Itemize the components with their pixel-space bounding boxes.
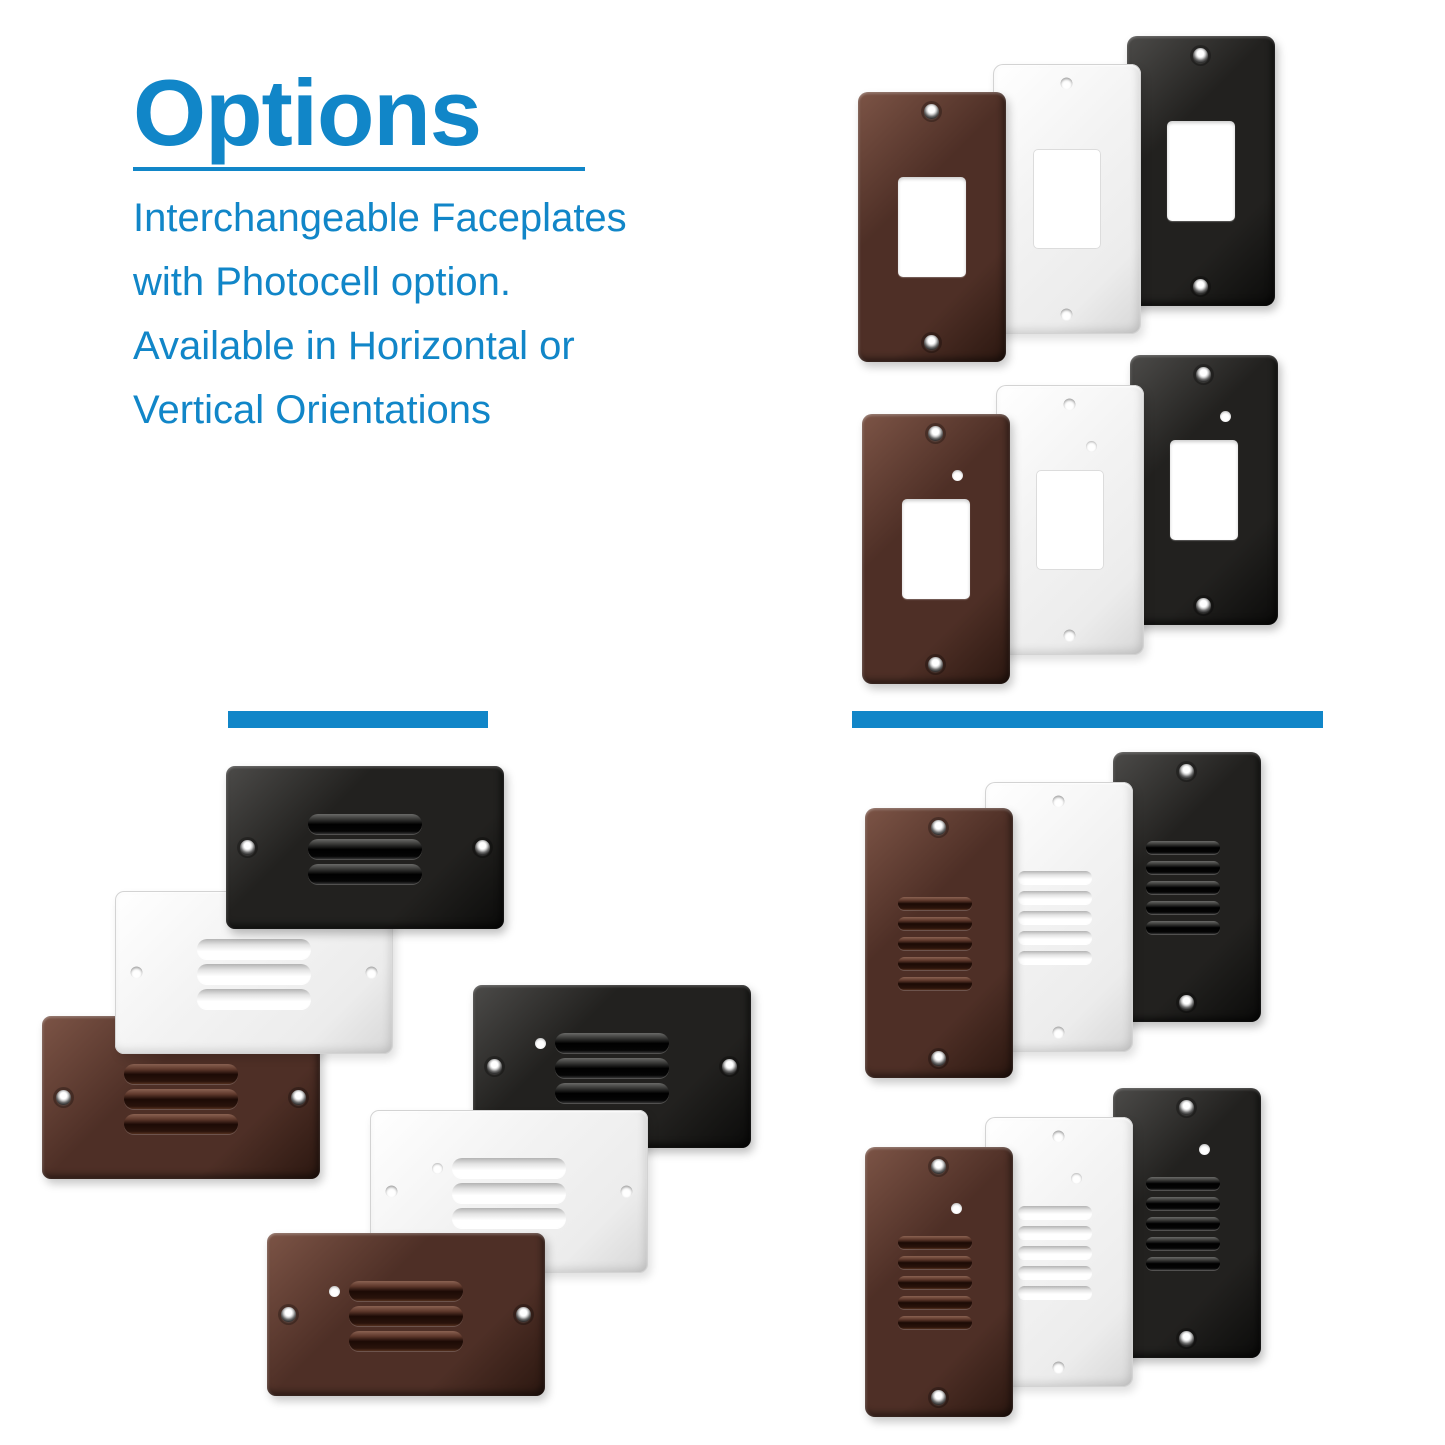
louver-vents <box>1018 871 1092 971</box>
faceplate-vertical-white-photocell <box>996 385 1144 655</box>
screw-icon <box>928 426 943 441</box>
screw-hole-icon <box>1061 309 1073 321</box>
screw-hole-icon <box>366 967 378 979</box>
screw-icon <box>931 1159 946 1174</box>
screw-icon <box>281 1307 296 1322</box>
screw-icon <box>1179 1331 1194 1346</box>
rectangular-cutout <box>898 177 966 277</box>
louver-vents <box>1146 1177 1220 1277</box>
photocell-dot <box>951 1203 962 1214</box>
intro-text-line: with Photocell option. <box>133 260 512 304</box>
screw-icon <box>1196 367 1211 382</box>
screw-icon <box>240 840 255 855</box>
rectangular-cutout <box>1167 121 1235 221</box>
photocell-dot <box>952 470 963 481</box>
page-title: Options <box>133 60 482 165</box>
screw-hole-icon <box>386 1186 398 1198</box>
photocell-dot <box>1086 441 1097 452</box>
louver-vents <box>349 1281 463 1356</box>
screw-icon <box>291 1090 306 1105</box>
faceplate-vertical-brown <box>858 92 1006 362</box>
screw-icon <box>1193 48 1208 63</box>
screw-icon <box>931 1051 946 1066</box>
screw-hole-icon <box>1064 630 1076 642</box>
photocell-dot <box>1199 1144 1210 1155</box>
screw-icon <box>516 1307 531 1322</box>
rectangular-cutout <box>1170 440 1238 540</box>
faceplate-horizontal-black <box>226 766 504 929</box>
louver-vents <box>124 1064 238 1139</box>
screw-hole-icon <box>1053 1131 1065 1143</box>
screw-icon <box>924 104 939 119</box>
intro-text-line: Vertical Orientations <box>133 388 491 432</box>
intro-text-line: Interchangeable Faceplates <box>133 196 627 240</box>
title-underline <box>133 167 585 171</box>
louver-vents <box>898 897 972 997</box>
screw-icon <box>487 1059 502 1074</box>
screw-hole-icon <box>1053 1362 1065 1374</box>
screw-icon <box>1193 279 1208 294</box>
faceplate-horizontal-brown-photocell <box>267 1233 545 1396</box>
screw-hole-icon <box>131 967 143 979</box>
photocell-dot <box>329 1286 340 1297</box>
screw-hole-icon <box>1064 399 1076 411</box>
screw-icon <box>931 1390 946 1405</box>
section-divider-left <box>228 711 488 728</box>
photocell-dot <box>432 1163 443 1174</box>
rectangular-cutout <box>1036 470 1104 570</box>
screw-icon <box>56 1090 71 1105</box>
screw-icon <box>1179 764 1194 779</box>
intro-text-line: Available in Horizontal or <box>133 324 575 368</box>
screw-icon <box>928 657 943 672</box>
rectangular-cutout <box>902 499 970 599</box>
faceplate-vertical-black <box>1127 36 1275 306</box>
faceplate-vertical-black-photocell <box>1130 355 1278 625</box>
louver-vents <box>308 814 422 889</box>
faceplate-vertical-white <box>993 64 1141 334</box>
rectangular-cutout <box>1033 149 1101 249</box>
screw-icon <box>931 820 946 835</box>
screw-hole-icon <box>621 1186 633 1198</box>
screw-hole-icon <box>1053 796 1065 808</box>
faceplate-vertical-brown-photocell <box>862 414 1010 684</box>
screw-icon <box>924 335 939 350</box>
section-divider-right <box>852 711 1323 728</box>
screw-hole-icon <box>1053 1027 1065 1039</box>
screw-icon <box>1179 1100 1194 1115</box>
intro-text <box>133 186 733 442</box>
photocell-dot <box>1220 411 1231 422</box>
screw-icon <box>1179 995 1194 1010</box>
faceplate-vertical-louvered-black <box>1113 752 1261 1022</box>
screw-icon <box>1196 598 1211 613</box>
louver-vents <box>898 1236 972 1336</box>
photocell-dot <box>1071 1173 1082 1184</box>
faceplate-vertical-louvered-brown-photocell <box>865 1147 1013 1417</box>
louver-vents <box>1146 841 1220 941</box>
louver-vents <box>555 1033 669 1108</box>
screw-hole-icon <box>1061 78 1073 90</box>
faceplate-vertical-louvered-black-photocell <box>1113 1088 1261 1358</box>
louver-vents <box>452 1158 566 1233</box>
photocell-dot <box>535 1038 546 1049</box>
louver-vents <box>197 939 311 1014</box>
louver-vents <box>1018 1206 1092 1306</box>
faceplate-vertical-louvered-brown <box>865 808 1013 1078</box>
screw-icon <box>475 840 490 855</box>
screw-icon <box>722 1059 737 1074</box>
